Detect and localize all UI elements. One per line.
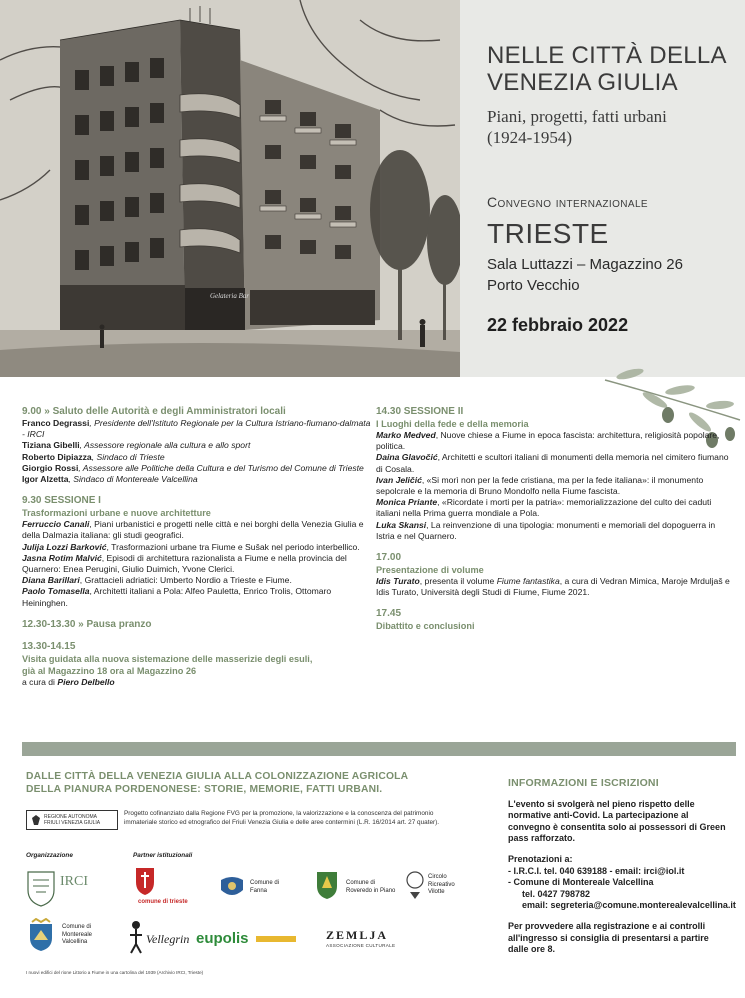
speaker-name: Monica Priante (376, 497, 438, 508)
vilotte-logo-icon (404, 870, 426, 900)
contact-montereale (508, 877, 738, 889)
speaker-row (22, 474, 372, 485)
roveredo-crest-icon (314, 868, 340, 900)
speaker-row (22, 452, 372, 463)
note-line: Per provvedere alla registrazione e ai controlli (508, 920, 706, 931)
subtitle-line: (1924-1954) (487, 128, 572, 147)
logo-line: Roveredo in Piano (346, 887, 396, 894)
title-line: VENEZIA GIULIA (487, 69, 678, 96)
talk-title: , Nuove chiese a Fiume in epoca fascista: architettura, religiosità popolare, politica. (376, 430, 720, 452)
contact-montereale-text: - Comune di Montereale Valcellina (508, 877, 654, 888)
spacer (22, 609, 372, 618)
arrival-note (508, 921, 738, 956)
covid-line: convegno è consentita solo ai possessori di Green (508, 821, 726, 832)
project-title-line: DALLE CITTÀ DELLA VENEZIA GIULIA ALLA COLONIZZAZIONE AGRICOLA (26, 771, 409, 782)
talk-title: , Trasformazioni urbane tra Fiume e Sušak nel periodo interbellico. (106, 541, 360, 552)
spacer (376, 542, 734, 551)
logo-line: Fanna (250, 887, 268, 894)
talk-row (22, 542, 372, 553)
divider-band (22, 742, 736, 756)
venue-line: Sala Luttazzi – Magazzino 26 (487, 256, 683, 273)
program-left-column (22, 405, 372, 688)
talk-row (22, 519, 372, 541)
session-subheading: Presentazione di volume (376, 565, 484, 576)
funding-note: Progetto cofinanziato dalla Regione FVG per la promozione, la valorizzazione e la conoscenza del patrimonio immateriale storico ed etnografico del Friuli Venezia Giulia e delle aree contermini (L.R. 16/2014 art. 27 quater). (124, 810, 440, 826)
title-line: NELLE CITTÀ DELLA (487, 42, 727, 69)
booking-label-text: Prenotazioni a: (508, 853, 573, 864)
region-logo-line: FRIULI VENEZIA GIULIA (44, 820, 101, 826)
speaker-role: , Assessore alle Politiche della Cultura e del Turismo del Comune di Trieste (78, 462, 364, 473)
event-type-text: Convegno internazionale (487, 194, 648, 210)
speaker-name: Igor Alzetta (22, 474, 69, 485)
header-photo (0, 0, 460, 377)
event-type (487, 194, 648, 210)
program-right-column (376, 405, 734, 632)
event-city: TRIESTE (487, 218, 609, 249)
session-subheading: Trasformazioni urbane e nuove architetture (22, 508, 211, 519)
session-heading: 9.00 » Saluto delle Autorità e degli Amministratori locali (22, 406, 286, 417)
irci-emblem-icon (24, 868, 58, 908)
covid-line: normative anti-Covid. La partecipazione al (508, 810, 689, 821)
book-title: Fiume fantastika (496, 576, 560, 587)
talk-row (376, 520, 734, 542)
speaker-name: Tiziana Gibelli (22, 440, 80, 451)
speaker-name: Giorgio Rossi (22, 462, 79, 473)
building-illustration (0, 0, 460, 377)
speaker-role: , Sindaco di Montereale Valcellina (68, 474, 198, 485)
irci-logo: IRCI (60, 874, 88, 889)
project-title (26, 770, 496, 796)
session-heading: 17.00 (376, 552, 402, 564)
vellegrin-figure-icon (126, 920, 146, 954)
event-date: 22 febbraio 2022 (487, 315, 629, 335)
vellegrin-logo: Vellegrin (146, 932, 190, 946)
note-line: dalle ore 8. (508, 944, 556, 955)
talk-title: , «Si morì non per la fede cristiana, ma per la fede italiana»: il monumento sepolcrale e la memoria di Bruno Mondolfo nella Fiume fascista. (376, 474, 704, 497)
organizer-label: Organizzazione (26, 852, 73, 859)
covid-line: pass rafforzato. (508, 833, 576, 844)
session-heading: 14.30 SESSIONE II (376, 406, 464, 417)
talk-row (376, 430, 734, 452)
speaker-name: Ivan Jeličić (376, 474, 422, 485)
event-venue (487, 254, 683, 296)
contact-phone-text: tel. 0427 798782 (522, 888, 591, 899)
info-title: INFORMAZIONI E ISCRIZIONI (508, 777, 659, 789)
speaker-name: Luka Skansi (376, 519, 427, 530)
session-heading: 9.30 SESSIONE I (22, 495, 101, 507)
talk-title: , Grattacieli adriatici: Umberto Nordio a Trieste e Fiume. (79, 575, 292, 586)
logo-line: Ricreativo (428, 881, 455, 888)
talk-row (376, 576, 734, 598)
session-subheading: Dibattito e conclusioni (376, 621, 475, 632)
talk-row (22, 553, 372, 575)
venue-line: Porto Vecchio (487, 277, 580, 294)
covid-line: L'evento si svolgerà nel pieno rispetto delle (508, 798, 695, 809)
curator-prefix: a cura di (22, 676, 58, 687)
info-panel (508, 778, 738, 956)
speaker-name: Franco Degrassi (22, 418, 90, 428)
session-heading: 13.30-14.15 (22, 640, 76, 652)
trieste-logo-text: comune di trieste (138, 899, 188, 905)
vilotte-logo-text (428, 874, 455, 897)
talk-row (376, 475, 734, 497)
contact-email-text: email: segreteria@comune.monterealevalcellina.it (522, 900, 736, 911)
speaker-name: Jasna Rotim Malvić (22, 552, 102, 563)
talk-title: , Episodi di architettura razionalista a Fiume e nella provincia del Quarnero: Enea Perugini, Giulio Duimich, Yvone Clerici. (22, 552, 347, 575)
curator-row (22, 677, 372, 688)
photo-caption: I nuovi edifici del rione Littorio a Fiume in una cartolina del 1939 (Archivio IRCI, Trieste) (26, 970, 204, 975)
logo-line: Montereale (62, 931, 93, 938)
contact-phone[interactable] (508, 889, 738, 901)
fanna-logo-text (250, 880, 279, 895)
talk-row (22, 575, 372, 586)
session-subheading: I Luoghi della fede e della memoria (376, 419, 529, 429)
region-logo-text (44, 814, 100, 826)
session-subheading: Visita guidata alla nuova sistemazione delle masserizie degli esuli, (22, 653, 313, 664)
region-logo (26, 810, 118, 830)
project-title-line: DELLA PIANURA PORDENONESE: STORIE, MEMORIE, FATTI URBANI. (26, 784, 383, 795)
booking-label (508, 854, 738, 866)
event-title (487, 42, 737, 96)
trieste-shield-icon (134, 866, 156, 896)
spacer (22, 485, 372, 494)
partners-label: Partner istituzionali (133, 852, 193, 859)
talk-text: , a cura di Vedran Mimica, Maroje Mrduljaš e Idis Turato, Università degli Studi di Fiume, Fiume 2021. (376, 576, 730, 598)
speaker-name: Daina Glavočić (376, 452, 438, 463)
logo-line: Vilotte (428, 889, 445, 895)
speaker-name: Paolo Tomasella (22, 586, 90, 597)
logo-line: Comune di (346, 880, 376, 886)
talk-row (376, 497, 734, 519)
contact-irci[interactable] (508, 866, 738, 878)
talk-title: , Architetti italiani a Pola: Alfeo Pauletta, Enrico Trolis, Ottomaro Heininghen. (22, 586, 332, 608)
speaker-name: Marko Medved (376, 430, 436, 440)
event-subtitle (487, 106, 737, 148)
logo-line: Comune di (250, 880, 280, 886)
montereale-crest-icon (26, 918, 56, 952)
covid-notice (508, 799, 738, 845)
eupolis-bar (256, 936, 296, 942)
curator-name: Piero Delbello (57, 676, 115, 687)
talk-title: , Piani urbanistici e progetti nelle città e nei borghi della Venezia Giulia e della Dalmazia italiana: gli studi geografici. (22, 519, 364, 541)
speaker-name: Diana Barillari (22, 575, 80, 586)
speaker-role: , Sindaco di Trieste (91, 451, 165, 462)
talk-title: , La reinvenzione di una tipologia: monumenti e memoriali del dopoguerra in Istria e nel Quarnero. (376, 519, 716, 541)
speaker-row (22, 463, 372, 474)
logo-line: Circolo (428, 874, 447, 880)
zemlja-subtitle: ASSOCIAZIONE CULTURALE (326, 943, 396, 948)
talk-row (22, 586, 372, 608)
roveredo-logo-text (346, 880, 395, 895)
speaker-role: , Assessore regionale alla cultura e allo sport (79, 440, 251, 451)
session-heading: 12.30-13.30 » Pausa pranzo (22, 618, 152, 630)
speaker-row (22, 440, 372, 451)
speaker-name: Roberto Dipiazza (22, 451, 92, 462)
spacer (376, 598, 734, 607)
zemlja-logo: ZEMLJA (326, 928, 389, 942)
speaker-name: Idis Turato (376, 576, 420, 587)
fanna-crest-icon (218, 874, 246, 900)
session-subheading: già al Magazzino 18 ora al Magazzino 26 (22, 665, 197, 676)
speaker-row (22, 418, 372, 440)
contact-irci-text: - I.R.C.I. tel. 040 639188 - email: irci@iol.it (508, 865, 685, 876)
contact-email[interactable] (508, 900, 738, 912)
speaker-name: Ferruccio Canali (22, 519, 90, 530)
talk-row (376, 452, 734, 474)
spacer (22, 631, 372, 640)
speaker-role: , Presidente dell'Istituto Regionale per la Cultura Istriano-fiumano-dalmata - IRCI (22, 418, 371, 440)
talk-text: , presenta il volume (419, 576, 497, 587)
talk-title: , «Ricordate i morti per la patria»: memorializzazione del culto dei caduti italiani nella Prima guerra mondiale a Pola. (376, 497, 712, 519)
eupolis-logo: eupolis (196, 930, 249, 947)
session-heading: 17.45 (376, 608, 402, 620)
logo-line: Comune di (62, 924, 92, 930)
subtitle-line: Piani, progetti, fatti urbani (487, 107, 667, 126)
speaker-name: Julija Lozzi Barković (22, 541, 107, 552)
logo-line: Valcellina (62, 939, 88, 945)
region-logo-line: REGIONE AUTONOMA (44, 814, 97, 820)
shop-sign: Gelateria Bar (210, 292, 250, 300)
note-line: all'ingresso si consiglia di presentarsi a partire (508, 932, 709, 943)
eagle-icon (31, 814, 41, 826)
talk-title: , Architetti e scultori italiani di monumenti della memoria nel cimitero fiumano di Cosala. (376, 452, 729, 474)
montereale-logo-text (62, 924, 92, 947)
